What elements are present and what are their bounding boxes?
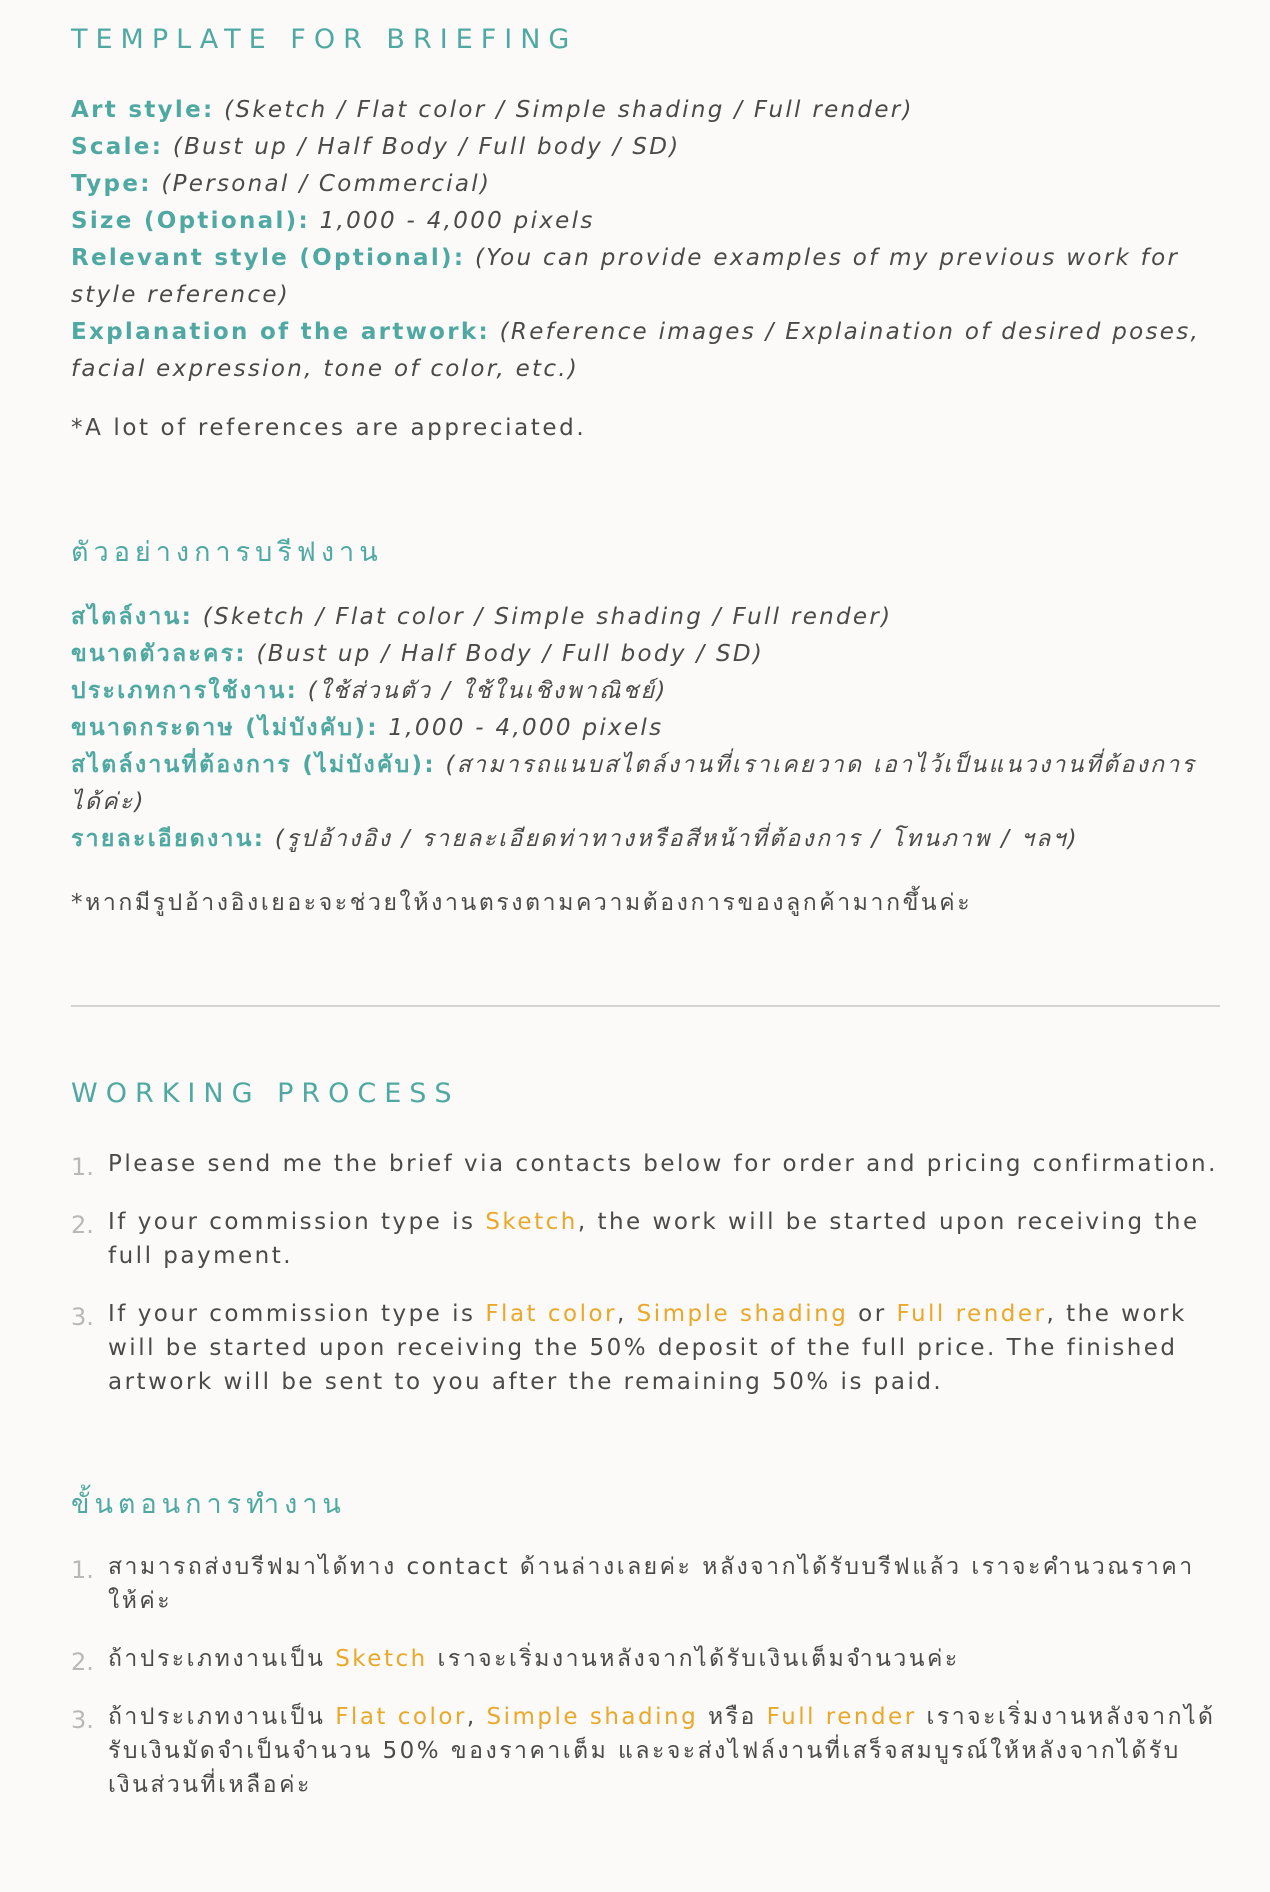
brief-field-label: ประเภทการใช้งาน: xyxy=(71,678,299,704)
references-note: *A lot of references are appreciated. xyxy=(71,415,587,441)
brief-field-value: (Reference images / Explaination of desired poses, facial expression, tone of color, etc.) xyxy=(71,319,1201,382)
process-step xyxy=(71,1642,1221,1676)
brief-field-label: ขนาดกระดาษ (ไม่บังคับ): xyxy=(71,715,379,741)
commission-type-highlight: Simple shading xyxy=(486,1704,699,1730)
section-divider xyxy=(71,1005,1220,1007)
briefing-fields-en xyxy=(71,92,1221,388)
step-number: 1. xyxy=(71,1556,94,1584)
brief-field-value: (สามารถแนบสไตล์งานที่เราเคยวาด เอาไว้เป็นแนวงานที่ต้องการได้ค่ะ) xyxy=(71,752,1197,815)
step-number: 3. xyxy=(71,1706,94,1734)
brief-field-label: ขนาดตัวละคร: xyxy=(71,641,247,667)
commission-type-highlight: Sketch xyxy=(335,1646,428,1672)
step-text: , xyxy=(466,1704,487,1730)
step-number: 2. xyxy=(71,1211,94,1239)
brief-field-label: Size (Optional): xyxy=(71,208,310,234)
working-process-section xyxy=(71,1078,1221,1109)
brief-field xyxy=(71,203,1221,240)
brief-field xyxy=(71,129,1221,166)
commission-type-highlight: Flat color xyxy=(335,1704,467,1730)
brief-field-label: Art style: xyxy=(71,97,215,123)
brief-field xyxy=(71,747,1221,821)
step-text: , the work will be started upon receiving the full payment. xyxy=(108,1209,1200,1269)
brief-field-label: Type: xyxy=(71,171,152,197)
step-text: , xyxy=(617,1301,637,1327)
commission-type-highlight: Full render xyxy=(766,1704,917,1730)
step-number: 3. xyxy=(71,1303,94,1331)
references-note-th: *หากมีรูปอ้างอิงเยอะจะช่วยให้งานตรงตามความต้องการของลูกค้ามากขึ้นค่ะ xyxy=(71,890,973,916)
brief-field-label: Scale: xyxy=(71,134,164,160)
process-step xyxy=(71,1297,1221,1399)
step-text: ถ้าประเภทงานเป็น xyxy=(108,1646,336,1672)
working-process-th-title: ขั้นตอนการทำงาน xyxy=(71,1489,346,1520)
commission-type-highlight: Flat color xyxy=(485,1301,618,1327)
brief-field xyxy=(71,821,1221,858)
step-number: 1. xyxy=(71,1153,94,1181)
process-step xyxy=(71,1205,1221,1273)
brief-field-label: สไตล์งานที่ต้องการ (ไม่บังคับ): xyxy=(71,752,436,778)
briefing-template-section xyxy=(71,24,1221,55)
brief-field-value: (You can provide examples of my previous work for style reference) xyxy=(71,245,1180,308)
brief-field-value: (Bust up / Half Body / Full body / SD) xyxy=(172,134,681,160)
brief-field-value: 1,000 - 4,000 pixels xyxy=(388,715,664,741)
brief-field-label: Explanation of the artwork: xyxy=(71,319,491,345)
step-text: สามารถส่งบรีฟมาได้ทาง contact ด้านล่างเลยค่ะ หลังจากได้รับบรีฟแล้ว เราจะคำนวณราคาให้ค่ะ xyxy=(108,1554,1195,1614)
commission-type-highlight: Sketch xyxy=(485,1209,578,1235)
brief-field-value: (รูปอ้างอิง / รายละเอียดท่าทางหรือสีหน้าที่ต้องการ / โทนภาพ / ฯลฯ) xyxy=(274,826,1079,852)
step-text: If your commission type is xyxy=(108,1209,486,1235)
brief-field xyxy=(71,166,1221,203)
brief-field-label: รายละเอียดงาน: xyxy=(71,826,266,852)
briefing-example-th-section xyxy=(71,530,1221,573)
process-step xyxy=(71,1147,1221,1181)
working-process-steps-th xyxy=(71,1550,1221,1826)
step-number: 2. xyxy=(71,1648,94,1676)
step-text: Please send me the brief via contacts below for order and pricing confirmation. xyxy=(108,1151,1218,1177)
step-text: หรือ xyxy=(698,1704,767,1730)
working-process-steps-en xyxy=(71,1147,1221,1423)
process-step xyxy=(71,1700,1221,1802)
brief-field-value: (Personal / Commercial) xyxy=(161,171,492,197)
brief-field xyxy=(71,636,1221,673)
step-text: or xyxy=(848,1301,897,1327)
step-text: , the work will be started upon receiving the 50% deposit of the full price. The finished artwork will be sent to you after the remaining 50% is paid. xyxy=(108,1301,1187,1395)
brief-field xyxy=(71,673,1221,710)
brief-field-value: (Sketch / Flat color / Simple shading / Full render) xyxy=(202,604,893,630)
step-text: If your commission type is xyxy=(108,1301,486,1327)
brief-field xyxy=(71,240,1221,314)
briefing-example-th-title: ตัวอย่างการบรีฟงาน xyxy=(71,537,383,568)
brief-field xyxy=(71,92,1221,129)
brief-field xyxy=(71,314,1221,388)
working-process-title: WORKING PROCESS xyxy=(71,1078,460,1109)
brief-field xyxy=(71,599,1221,636)
brief-field xyxy=(71,710,1221,747)
step-text: ถ้าประเภทงานเป็น xyxy=(108,1704,336,1730)
brief-field-value: (ใช้ส่วนตัว / ใช้ในเชิงพาณิชย์) xyxy=(307,678,668,704)
briefing-fields-th xyxy=(71,599,1221,858)
brief-field-value: 1,000 - 4,000 pixels xyxy=(319,208,595,234)
commission-type-highlight: Simple shading xyxy=(636,1301,849,1327)
commission-type-highlight: Full render xyxy=(896,1301,1047,1327)
process-step xyxy=(71,1550,1221,1618)
brief-field-label: Relevant style (Optional): xyxy=(71,245,466,271)
working-process-th-section xyxy=(71,1482,1221,1525)
brief-field-value: (Sketch / Flat color / Simple shading / Full render) xyxy=(224,97,914,123)
step-text: เราจะเริ่มงานหลังจากได้รับเงินเต็มจำนวนค่ะ xyxy=(427,1646,960,1672)
brief-field-label: สไตล์งาน: xyxy=(71,604,194,630)
briefing-template-title: TEMPLATE FOR BRIEFING xyxy=(71,24,578,55)
step-text: เราจะเริ่มงานหลังจากได้รับเงินมัดจำเป็นจำนวน 50% ของราคาเต็ม และจะส่งไฟล์งานที่เสร็จสมบูรณ์ให้หลังจากได้รับเงินส่วนที่เหลือค่ะ xyxy=(108,1704,1216,1798)
brief-field-value: (Bust up / Half Body / Full body / SD) xyxy=(256,641,765,667)
